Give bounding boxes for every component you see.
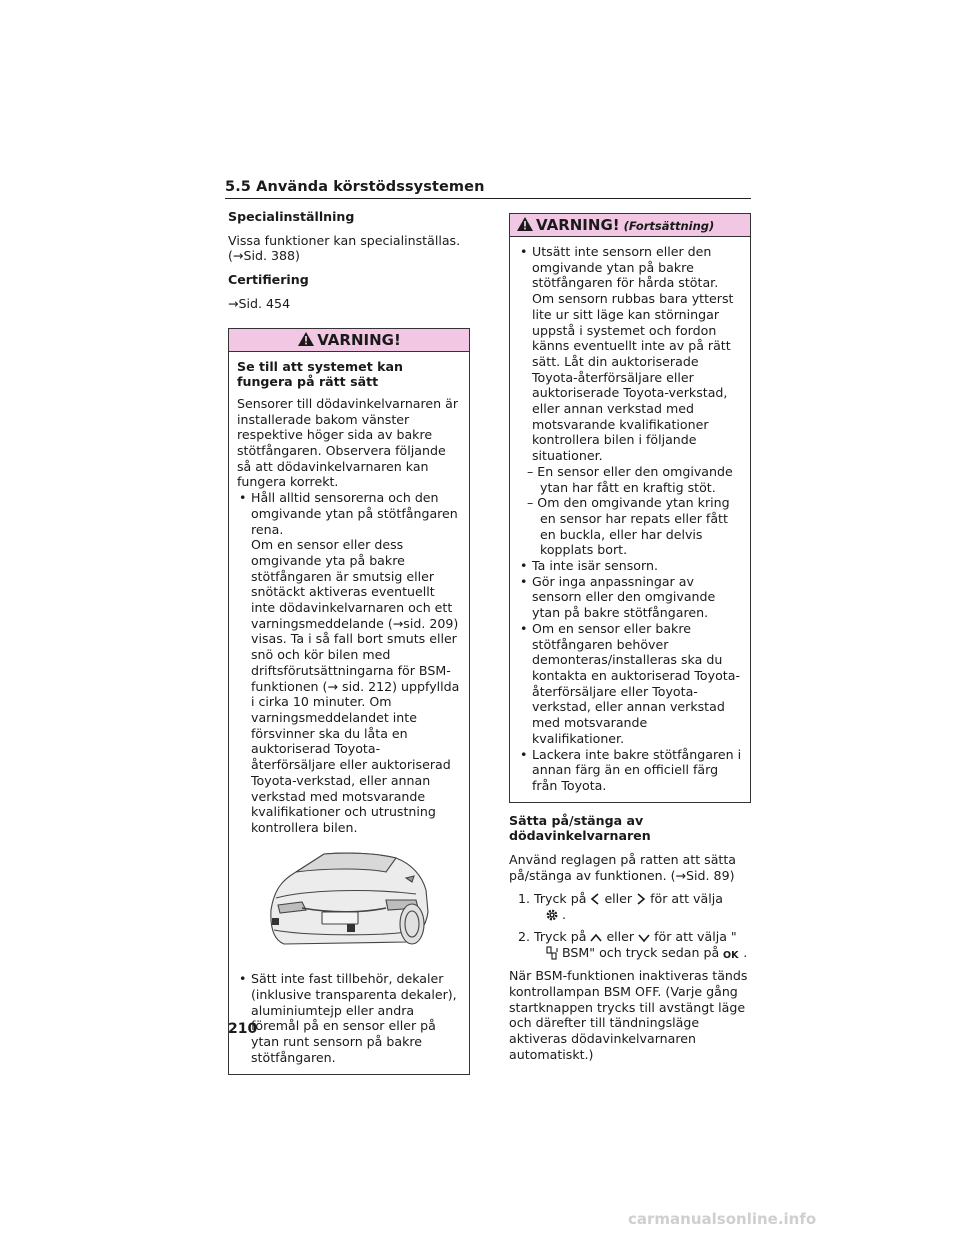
list-item: • Om en sensor eller bakre stötfångaren behöver demonteras/installeras ska du kontakta en auktoriserad Toyota-återförsäljare eller Toyota-verkstad, eller annan verkstad med motsvarande kvalifikationer.	[518, 621, 742, 747]
warning-triangle-icon	[516, 216, 534, 232]
cert-heading: Certifiering	[228, 272, 309, 288]
steps-list	[509, 891, 751, 960]
warning-intro: Sensorer till dödavinkelvarnaren är installerade bakom vänster respektive höger sida av bakre stötfångaren. Observera följande så att dödavinkelvarnaren kan fungera korrekt.	[237, 395, 459, 490]
warning-header	[229, 329, 469, 352]
right-column	[509, 209, 751, 1070]
warning-body	[229, 352, 469, 1074]
chevron-left-icon	[589, 892, 601, 906]
chevron-down-icon	[637, 932, 651, 944]
warning-box	[228, 328, 470, 1075]
dash-item: – En sensor eller den omgivande ytan har fått en kraftig stöt.	[527, 463, 733, 495]
special-heading: Specialinställning	[228, 209, 355, 224]
cert-text: →Sid. 454	[228, 295, 291, 311]
list-item: • Gör inga anpassningar av sensorn eller den omgivande ytan på bakre stötfångaren.	[518, 574, 742, 621]
warning-list	[518, 244, 742, 794]
step-2: 2. Tryck på eller för att välja " BSM" och tryck sedan på OK .	[518, 928, 748, 960]
gear-icon	[545, 908, 559, 922]
warning-triangle-icon	[297, 331, 315, 347]
warning-body	[510, 237, 750, 802]
warning-title: Se till att systemet kan fungera på rätt sätt	[237, 358, 403, 390]
list-item: • Håll alltid sensorerna och den omgivande ytan på stötfångaren rena. Om en sensor eller dess omgivande yta på bakre stötfångaren är smutsig eller snötäckt aktiveras eventuellt inte dödavinkelvarnaren och ett varningsmeddelande (→sid. 209) visas. Ta i så fall bort smuts eller snö och kör bilen med driftsförutsättningarna för BSM-funktionen (→ sid. 212) uppfyllda i cirka 10 minuter. Om varningsmeddelandet inte försvinner ska du låta en auktoriserad Toyota-återförsäljare eller auktoriserad Toyota-verkstad, eller annan verkstad med motsvarande kvalifikationer och utrustning kontrollera bilen.	[237, 490, 461, 835]
warning-list-2	[237, 971, 461, 1065]
warning-label: VARNING!	[317, 330, 401, 349]
chevron-right-icon	[635, 892, 647, 906]
ok-button-icon	[722, 948, 740, 960]
bullet-detail: Om en sensor eller dess omgivande yta på bakre stötfångaren är smutsig eller snötäckt aktiveras eventuellt inte dödavinkelvarnaren och ett varningsmeddelande (→sid. 209) visas. Ta i så fall bort smuts eller snö och kör bilen med driftsförutsättningarna för BSM-funktionen (→ sid. 212) uppfyllda i cirka 10 minuter. Om varningsmeddelandet inte försvinner ska du låta en auktoriserad Toyota-återförsäljare eller auktoriserad Toyota-verkstad, eller annan verkstad med motsvarande kvalifikationer och utrustning kontrollera bilen.	[251, 537, 460, 835]
left-column	[228, 209, 470, 1075]
step-1: 1. Tryck på eller för att välja .	[518, 891, 723, 923]
warning-box-continued	[509, 213, 751, 803]
continued-label: (Fortsättning)	[623, 219, 715, 233]
car-rear-image	[266, 850, 432, 954]
list-item: • Lackera inte bakre stötfångaren i annan färg än en officiell färg från Toyota.	[518, 747, 742, 794]
page-number: 210	[228, 1021, 258, 1037]
dash-item: – Om den omgivande ytan kring en sensor har repats eller fått en buckla, eller har delvis kopplats bort.	[527, 495, 730, 558]
watermark: carmanualsonline.info	[628, 1210, 817, 1228]
warning-label: VARNING!	[536, 216, 620, 234]
warning-list	[237, 490, 461, 835]
list-item: • Sätt inte fast tillbehör, dekaler (inklusive transparenta dekaler), aluminiumtejp eller andra föremål på en sensor eller på ytan runt sensorn på bakre stötfångaren.	[237, 971, 461, 1065]
bsm-icon	[545, 946, 559, 960]
chevron-up-icon	[589, 932, 603, 944]
warning-header	[510, 214, 750, 237]
final-text: När BSM-funktionen inaktiveras tänds kontrollampan BSM OFF. (Varje gång startknappen trycks till avstängt läge och därefter till tändningsläge aktiveras dödavinkelvarnaren automatiskt.)	[509, 968, 748, 1062]
onoff-heading: Sätta på/stänga av dödavinkelvarnaren	[509, 812, 651, 844]
section-title: 5.5 Använda körstödssystemen	[225, 179, 485, 195]
car-illustration	[237, 850, 461, 958]
list-item: • Ta inte isär sensorn.	[518, 558, 742, 574]
list-item: • Utsätt inte sensorn eller den omgivande ytan på bakre stötfångaren för hårda stötar. Om sensorn rubbas bara ytterst lite ur sitt läge kan störningar uppstå i systemet och fordon känns eventuellt inte av på rätt sätt. Låt din auktoriserade Toyota-återförsäljare eller auktoriserade Toyota-verkstad, eller annan verkstad med motsvarande kvalifikationer kontrollera bilen i följande situationer.	[518, 244, 742, 464]
special-text: Vissa funktioner kan specialinställas. (→Sid. 388)	[228, 232, 461, 264]
onoff-text: Använd reglagen på ratten att sätta på/stänga av funktionen. (→Sid. 89)	[509, 852, 737, 883]
section-header	[225, 179, 751, 199]
svg-text:OK: OK	[723, 949, 739, 960]
